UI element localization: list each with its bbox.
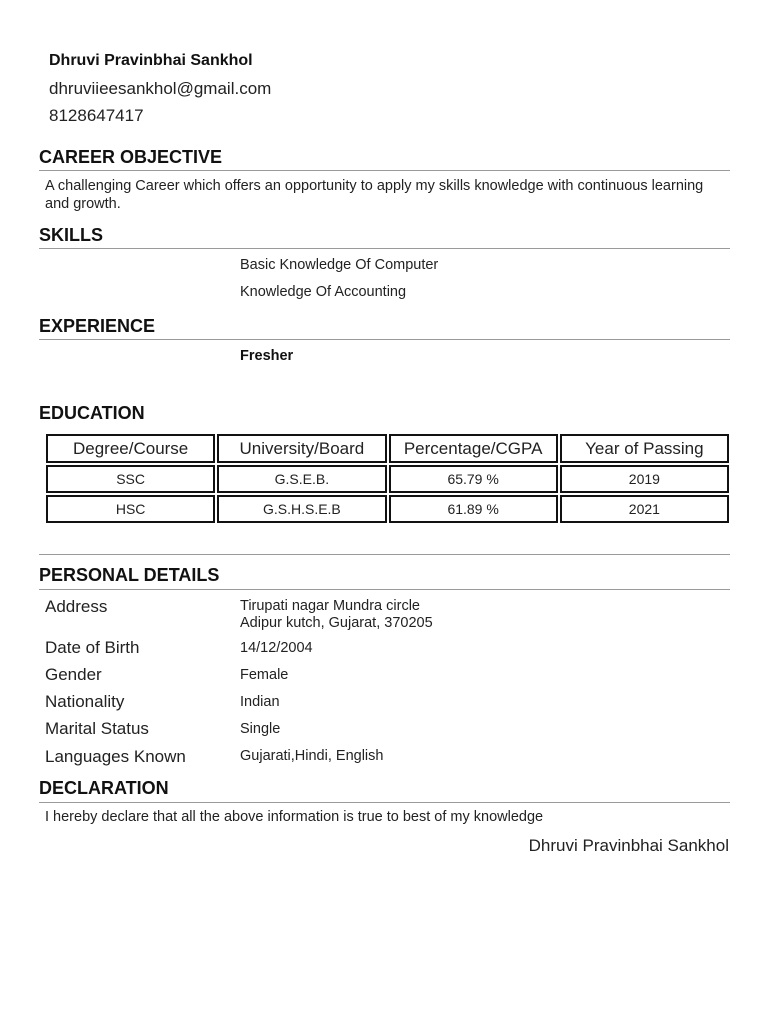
nationality-value: Indian <box>240 694 280 710</box>
skill-item: Basic Knowledge Of Computer <box>240 257 439 273</box>
column-header-degree: Degree/Course <box>46 434 215 463</box>
languages-label: Languages Known <box>45 747 186 766</box>
education-table-header-row <box>46 434 729 463</box>
skills-divider <box>39 248 730 249</box>
candidate-email: dhruviieesankhol@gmail.com <box>49 79 272 98</box>
education-heading: EDUCATION <box>39 403 145 423</box>
column-header-percentage: Percentage/CGPA <box>389 434 558 463</box>
gender-label: Gender <box>45 665 102 684</box>
cell-university: G.S.E.B. <box>217 465 386 493</box>
cell-percentage: 65.79 % <box>389 465 558 493</box>
declaration-heading: DECLARATION <box>39 778 169 798</box>
marital-status-label: Marital Status <box>45 719 149 738</box>
signature-name: Dhruvi Pravinbhai Sankhol <box>528 836 729 855</box>
career-objective-divider <box>39 170 730 171</box>
column-header-university: University/Board <box>217 434 386 463</box>
column-header-year: Year of Passing <box>560 434 729 463</box>
table-row <box>46 495 729 523</box>
declaration-text: I hereby declare that all the above information is true to best of my knowledge <box>45 809 544 825</box>
address-line-2: Adipur kutch, Gujarat, 370205 <box>240 615 433 631</box>
languages-value: Gujarati,Hindi, English <box>240 748 384 764</box>
address-label: Address <box>45 597 108 616</box>
cell-degree: SSC <box>46 465 215 493</box>
nationality-label: Nationality <box>45 692 125 711</box>
career-objective-text: A challenging Career which offers an opportunity to apply my skills knowledge with continuous learning and growth. <box>45 178 704 212</box>
address-line-1: Tirupati nagar Mundra circle <box>240 598 420 614</box>
candidate-phone: 8128647417 <box>49 106 144 125</box>
personal-details-divider <box>39 589 730 590</box>
career-objective-heading: CAREER OBJECTIVE <box>39 147 223 167</box>
education-bottom-divider <box>39 554 730 555</box>
experience-heading: EXPERIENCE <box>39 316 156 336</box>
cell-year: 2019 <box>560 465 729 493</box>
experience-divider <box>39 339 730 340</box>
personal-details-heading: PERSONAL DETAILS <box>39 565 220 585</box>
education-table <box>44 432 731 525</box>
cell-percentage: 61.89 % <box>389 495 558 523</box>
candidate-name: Dhruvi Pravinbhai Sankhol <box>49 52 253 69</box>
cell-university: G.S.H.S.E.B <box>217 495 386 523</box>
cell-year: 2021 <box>560 495 729 523</box>
dob-label: Date of Birth <box>45 638 140 657</box>
cell-degree: HSC <box>46 495 215 523</box>
gender-value: Female <box>240 667 289 683</box>
skill-item: Knowledge Of Accounting <box>240 284 407 300</box>
dob-value: 14/12/2004 <box>240 640 313 656</box>
declaration-divider <box>39 802 730 803</box>
table-row <box>46 465 729 493</box>
skills-heading: SKILLS <box>39 225 104 245</box>
experience-text: Fresher <box>240 348 294 364</box>
marital-status-value: Single <box>240 721 281 737</box>
